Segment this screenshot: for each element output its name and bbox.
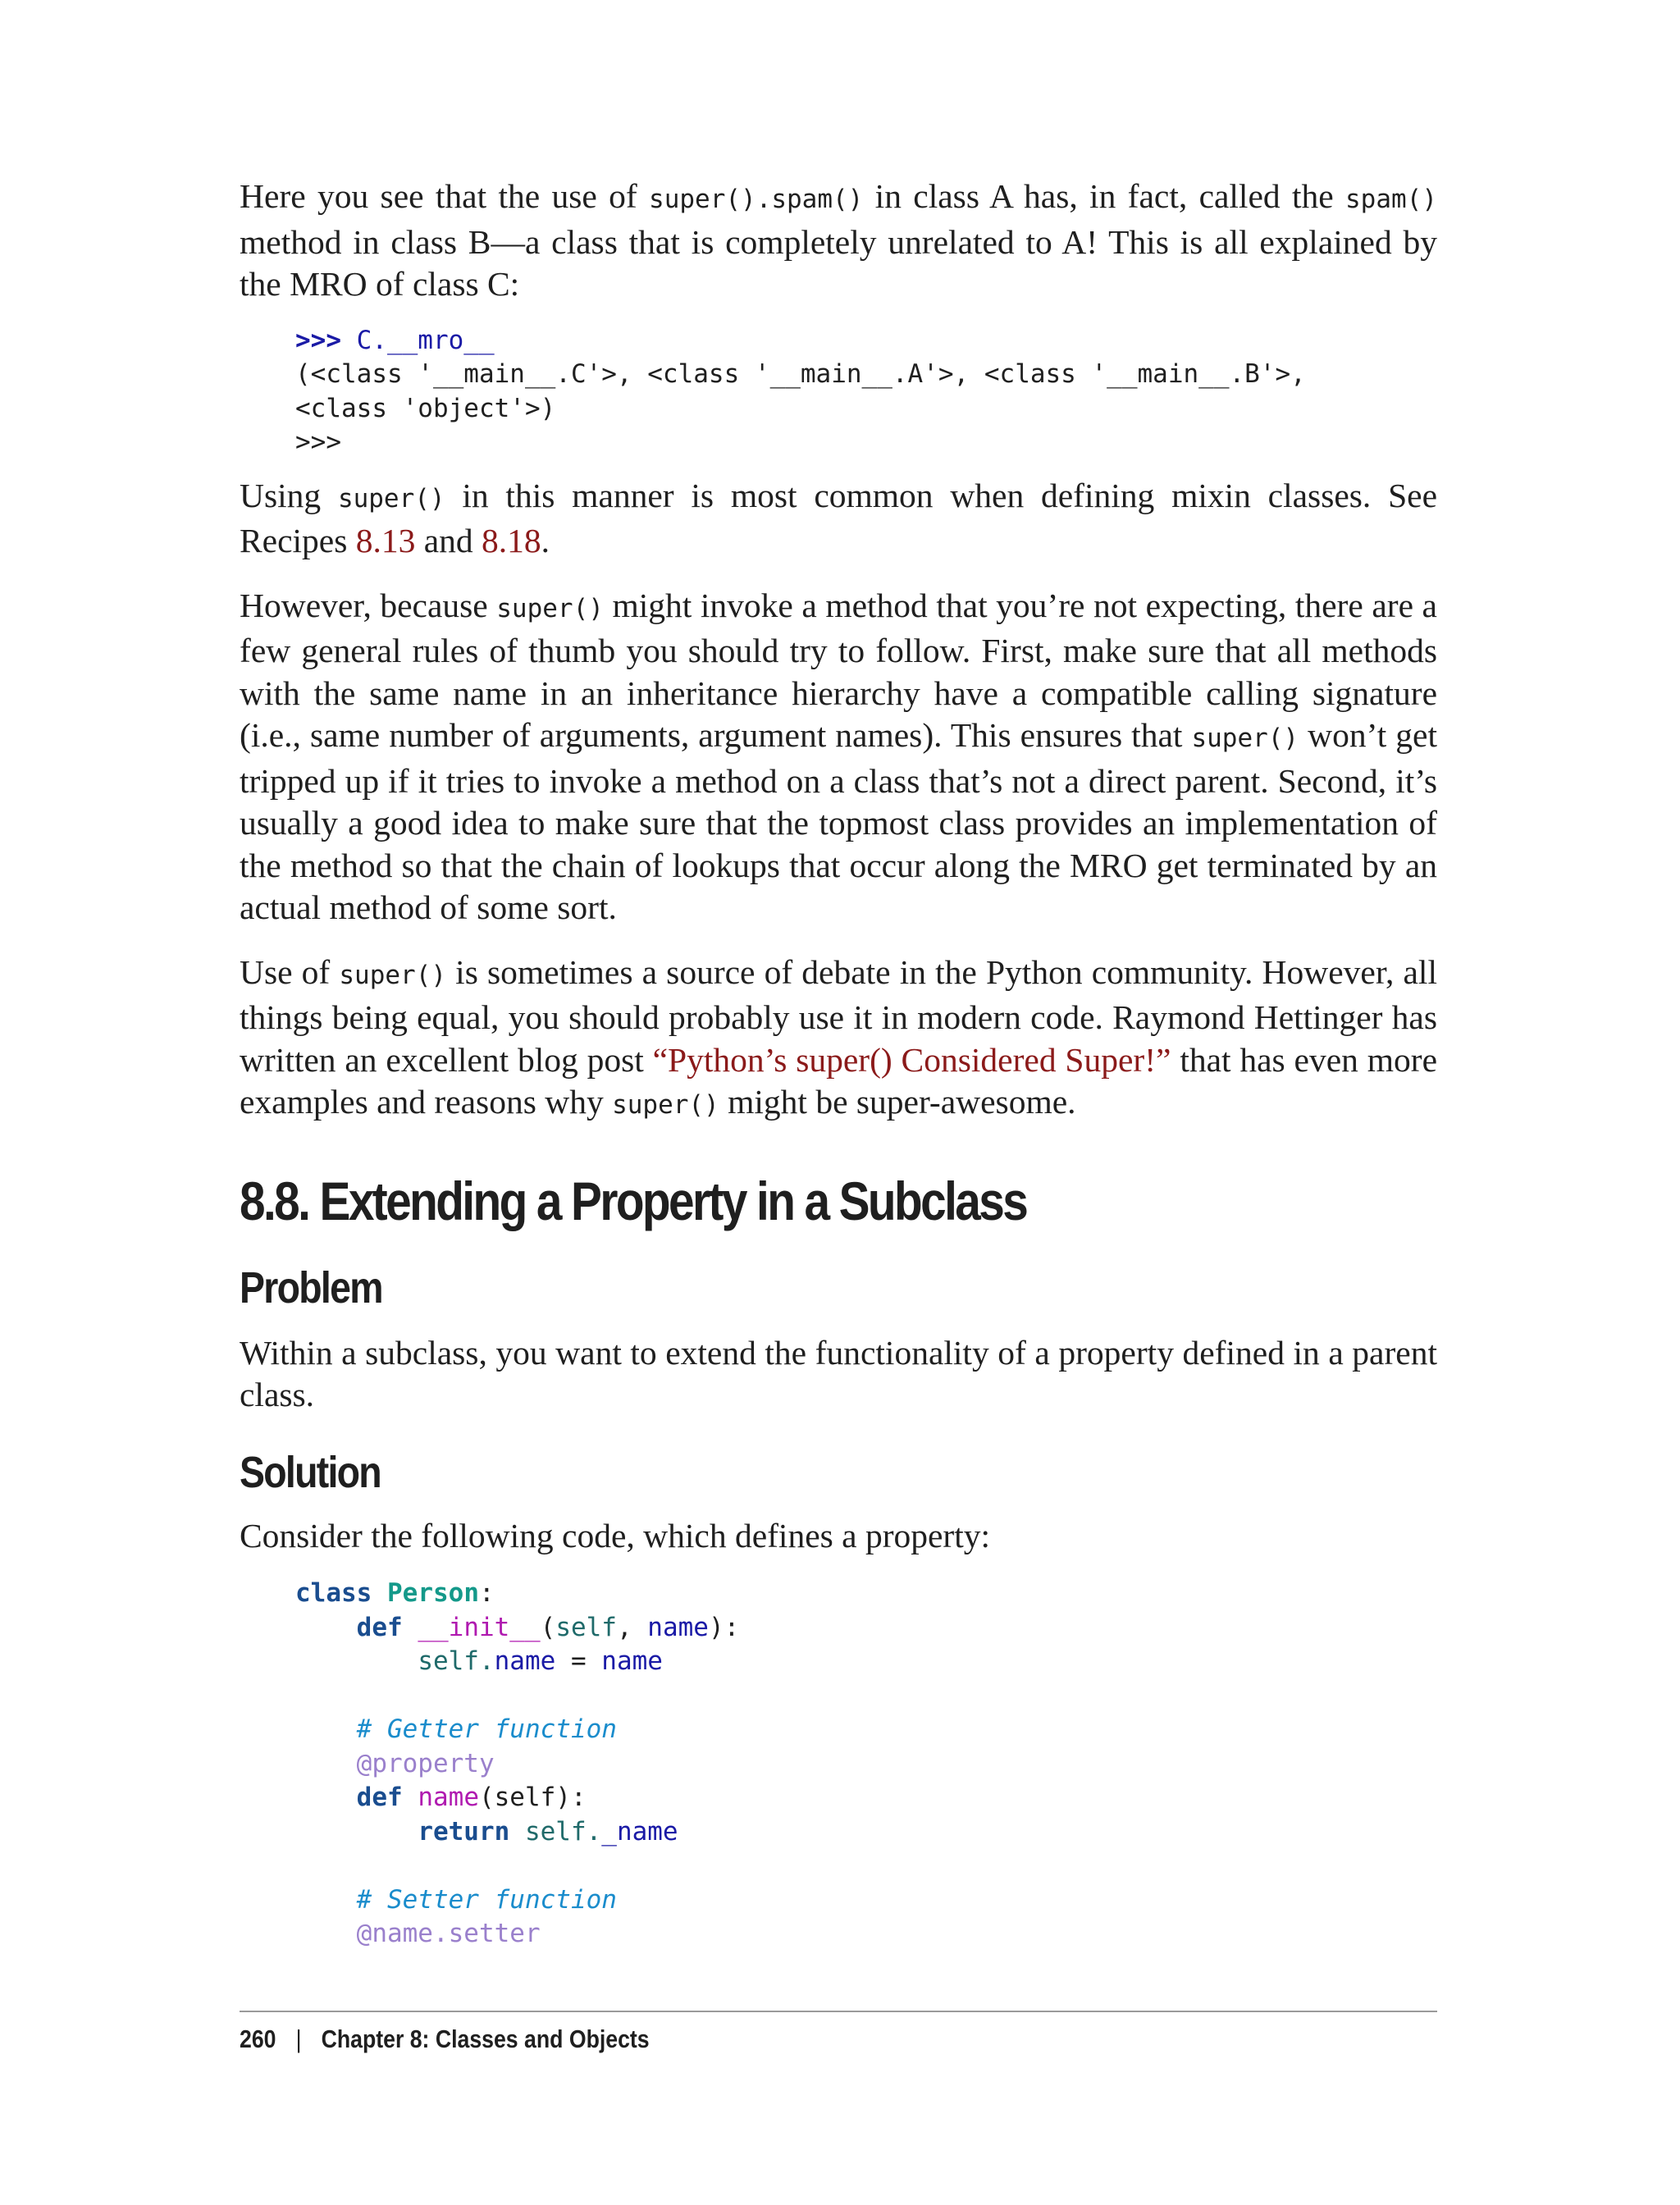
paragraph-mro-intro <box>240 176 1437 306</box>
class-name: Person <box>387 1578 479 1608</box>
punct: (self): <box>478 1783 587 1812</box>
recipe-link-8-18[interactable]: 8.18 <box>482 522 541 559</box>
punct: ( <box>540 1612 556 1642</box>
comment: # Setter function <box>356 1884 617 1915</box>
text: that has even more examples and reasons why <box>240 1040 1437 1121</box>
code-expr: C.__mro__ <box>356 325 495 355</box>
decorator: @name.setter <box>356 1919 541 1948</box>
solution-text: Consider the following code, which defines a property: <box>240 1516 991 1554</box>
keyword: def <box>356 1612 403 1642</box>
keyword: return <box>418 1816 510 1847</box>
inline-code: super() <box>496 593 604 623</box>
punct: , <box>616 1612 648 1642</box>
comment: # Getter function <box>356 1714 617 1744</box>
blog-post-link[interactable]: “Python’s super() Considered Super!” <box>652 1040 1171 1079</box>
punct: ): <box>708 1612 740 1642</box>
decorator: @property <box>356 1748 495 1778</box>
inline-code: super() <box>1191 724 1299 753</box>
text: . <box>541 522 550 559</box>
param: name <box>601 1646 663 1676</box>
prompt: >>> <box>295 427 341 457</box>
inline-code: super() <box>337 483 445 514</box>
attr: _name <box>601 1816 678 1847</box>
text: might invoke a method that you’re not expecting, there are a few general rules of thumb you should try to follow. First, make sure that all methods with the same name in an inheritance hierarchy have a compatible calling signature (i.e., same number of arguments, argument names). This ensures that <box>240 586 1437 754</box>
footer-divider <box>240 2011 1437 2012</box>
keyword: class <box>295 1578 372 1608</box>
text: Use of <box>240 952 340 991</box>
self: self. <box>509 1816 602 1847</box>
text: method in class B—a class that is completely unrelated to A! This is all explained by the MRO of class C: <box>240 222 1437 303</box>
text: in this manner is most common when defining mixin classes. See Recipes <box>240 476 1437 559</box>
text: Using <box>240 476 338 514</box>
text: might be super-awesome. <box>719 1083 1076 1121</box>
problem-heading: Problem <box>240 1262 382 1312</box>
chapter-title: Chapter 8: Classes and Objects <box>321 2025 650 2053</box>
code-block-mro <box>240 324 1437 460</box>
problem-text: Within a subclass, you want to extend the functionality of a property defined in a parent class. <box>240 1333 1437 1413</box>
self: self <box>555 1612 617 1642</box>
inline-code: super() <box>612 1090 719 1120</box>
paragraph-rules-of-thumb <box>240 585 1437 929</box>
inline-code: super().spam() <box>649 185 864 214</box>
inline-code: super() <box>339 960 447 990</box>
inline-code: spam() <box>1345 185 1437 214</box>
attr: name <box>494 1646 556 1676</box>
code-output-line: <class 'object'>) <box>295 393 556 423</box>
keyword: def <box>356 1783 403 1812</box>
text: in class A has, in fact, called the <box>863 177 1346 215</box>
solution-heading: Solution <box>240 1447 381 1497</box>
text: However, because <box>240 586 497 624</box>
section-title: 8.8. Extending a Property in a Subclass <box>240 1170 1027 1231</box>
code-block-person <box>240 1577 1437 1952</box>
paragraph-mixin <box>240 475 1437 563</box>
punct: : <box>478 1578 495 1608</box>
function-name: __init__ <box>418 1612 541 1642</box>
page-footer <box>240 2023 650 2056</box>
recipe-link-8-13[interactable]: 8.13 <box>355 522 416 559</box>
page-number: 260 <box>240 2025 276 2053</box>
punct: = <box>555 1646 602 1676</box>
text: won’t get tripped up if it tries to invoke a method on a class that’s not a direct parent. Second, it’s usually a good idea to make sure that the topmost class provides an implementation of the method so that the chain of lookups that occur along the MRO get terminated by an actual method of some sort. <box>240 716 1437 926</box>
text: and <box>415 522 482 559</box>
footer-separator: | <box>295 2025 302 2053</box>
text: Here you see that the use of <box>240 177 650 215</box>
code-output-line: (<class '__main__.C'>, <class '__main__.A'>, <class '__main__.B'>, <box>295 359 1306 389</box>
function-name: name <box>418 1783 479 1812</box>
paragraph-debate <box>240 952 1437 1127</box>
page-content <box>240 176 1437 1952</box>
param: name <box>647 1612 709 1642</box>
text: is sometimes a source of debate in the Python community. However, all things being equal, you should probably use it in modern code. Raymond Hettinger has written an excellent blog post <box>240 952 1437 1079</box>
self: self. <box>418 1646 495 1676</box>
prompt: >>> <box>295 325 357 355</box>
